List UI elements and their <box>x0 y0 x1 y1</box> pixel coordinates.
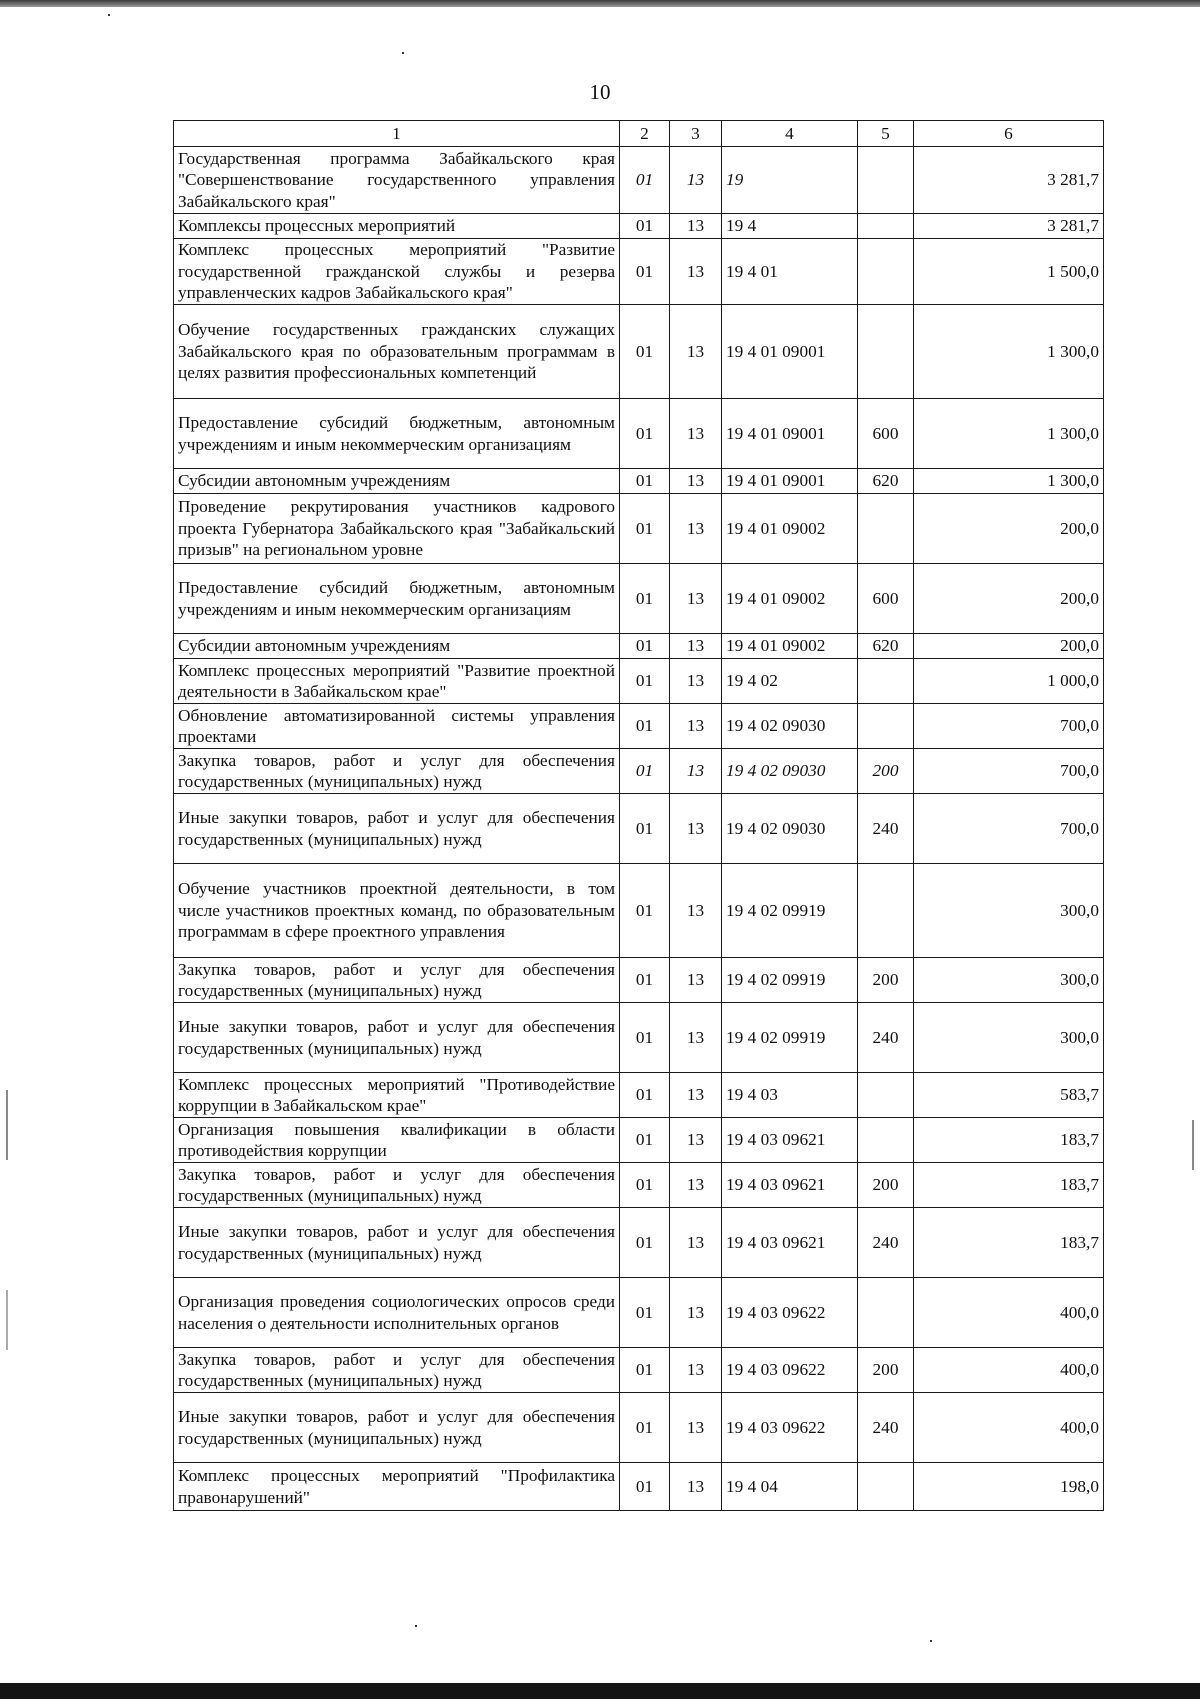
row-name: Иные закупки товаров, работ и услуг для обеспечения государственных (муниципальных) нужд <box>174 1003 620 1073</box>
row-col-2: 01 <box>620 704 670 749</box>
row-col-2: 01 <box>620 659 670 704</box>
row-col-2: 01 <box>620 239 670 305</box>
row-sum: 183,7 <box>914 1163 1104 1208</box>
row-name: Закупка товаров, работ и услуг для обеспечения государственных (муниципальных) нужд <box>174 1163 620 1208</box>
row-name: Комплекс процессных мероприятий "Противодействие коррупции в Забайкальском крае" <box>174 1073 620 1118</box>
row-col-5: 240 <box>858 1393 914 1463</box>
row-name: Иные закупки товаров, работ и услуг для обеспечения государственных (муниципальных) нужд <box>174 1393 620 1463</box>
row-col-2: 01 <box>620 469 670 494</box>
row-sum: 700,0 <box>914 704 1104 749</box>
table-row <box>174 749 1104 794</box>
row-name: Организация повышения квалификации в области противодействия коррупции <box>174 1118 620 1163</box>
row-col-2: 01 <box>620 1463 670 1511</box>
row-name: Иные закупки товаров, работ и услуг для обеспечения государственных (муниципальных) нужд <box>174 1208 620 1278</box>
row-col-2: 01 <box>620 1163 670 1208</box>
table-row <box>174 1073 1104 1118</box>
header-row <box>174 121 1104 147</box>
row-sum: 200,0 <box>914 564 1104 634</box>
row-sum: 1 300,0 <box>914 469 1104 494</box>
row-col-5 <box>858 1463 914 1511</box>
scan-edge-top <box>0 0 1200 7</box>
table-row <box>174 1208 1104 1278</box>
row-col-2: 01 <box>620 399 670 469</box>
row-code: 19 4 03 09622 <box>722 1393 858 1463</box>
scan-speck <box>6 1290 8 1350</box>
row-col-5: 620 <box>858 469 914 494</box>
row-col-2: 01 <box>620 1208 670 1278</box>
table-row <box>174 1393 1104 1463</box>
header-col-2: 2 <box>620 121 670 147</box>
row-code: 19 4 02 09919 <box>722 958 858 1003</box>
row-sum: 198,0 <box>914 1463 1104 1511</box>
row-name: Субсидии автономным учреждениям <box>174 469 620 494</box>
table-row <box>174 147 1104 214</box>
row-sum: 400,0 <box>914 1278 1104 1348</box>
row-sum: 1 300,0 <box>914 399 1104 469</box>
row-name: Комплекс процессных мероприятий "Развитие проектной деятельности в Забайкальском крае" <box>174 659 620 704</box>
row-col-3: 13 <box>670 1073 722 1118</box>
row-name: Комплекс процессных мероприятий "Развитие государственной гражданской службы и резерва управленческих кадров Забайкальского края" <box>174 239 620 305</box>
row-col-3: 13 <box>670 564 722 634</box>
row-col-3: 13 <box>670 469 722 494</box>
row-code: 19 4 02 09030 <box>722 704 858 749</box>
row-col-2: 01 <box>620 1393 670 1463</box>
table-row <box>174 564 1104 634</box>
row-sum: 1 300,0 <box>914 305 1104 399</box>
row-col-3: 13 <box>670 958 722 1003</box>
row-name: Закупка товаров, работ и услуг для обеспечения государственных (муниципальных) нужд <box>174 958 620 1003</box>
row-col-5 <box>858 214 914 239</box>
row-name: Организация проведения социологических опросов среди населения о деятельности исполнительных органов <box>174 1278 620 1348</box>
row-col-3: 13 <box>670 239 722 305</box>
row-col-2: 01 <box>620 1118 670 1163</box>
row-col-3: 13 <box>670 494 722 564</box>
row-col-3: 13 <box>670 1463 722 1511</box>
row-code: 19 4 01 09001 <box>722 399 858 469</box>
row-code: 19 4 02 09919 <box>722 864 858 958</box>
row-name: Закупка товаров, работ и услуг для обеспечения государственных (муниципальных) нужд <box>174 1348 620 1393</box>
row-sum: 400,0 <box>914 1393 1104 1463</box>
row-col-2: 01 <box>620 1348 670 1393</box>
header-col-1: 1 <box>174 121 620 147</box>
row-code: 19 4 04 <box>722 1463 858 1511</box>
scan-speck <box>415 1625 417 1627</box>
row-col-5: 240 <box>858 1208 914 1278</box>
table-row <box>174 494 1104 564</box>
row-col-5: 620 <box>858 634 914 659</box>
row-code: 19 4 02 <box>722 659 858 704</box>
row-name: Закупка товаров, работ и услуг для обеспечения государственных (муниципальных) нужд <box>174 749 620 794</box>
header-col-4: 4 <box>722 121 858 147</box>
row-col-3: 13 <box>670 634 722 659</box>
table-row <box>174 794 1104 864</box>
row-col-3: 13 <box>670 399 722 469</box>
row-name: Иные закупки товаров, работ и услуг для обеспечения государственных (муниципальных) нужд <box>174 794 620 864</box>
row-col-2: 01 <box>620 564 670 634</box>
row-col-2: 01 <box>620 749 670 794</box>
row-code: 19 4 03 09621 <box>722 1163 858 1208</box>
row-col-2: 01 <box>620 305 670 399</box>
table-row <box>174 239 1104 305</box>
row-sum: 1 500,0 <box>914 239 1104 305</box>
row-name: Комплекс процессных мероприятий "Профилактика правонарушений" <box>174 1463 620 1511</box>
row-code: 19 4 01 09002 <box>722 494 858 564</box>
row-name: Предоставление субсидий бюджетным, автономным учреждениям и иным некоммерческим организациям <box>174 399 620 469</box>
row-col-3: 13 <box>670 794 722 864</box>
scan-speck <box>930 1640 932 1642</box>
scan-speck <box>6 1090 8 1160</box>
row-col-2: 01 <box>620 958 670 1003</box>
row-col-2: 01 <box>620 1003 670 1073</box>
scan-speck <box>1192 1120 1194 1170</box>
row-col-5: 200 <box>858 749 914 794</box>
row-name: Обновление автоматизированной системы управления проектами <box>174 704 620 749</box>
row-sum: 183,7 <box>914 1118 1104 1163</box>
row-col-3: 13 <box>670 659 722 704</box>
table-row <box>174 1118 1104 1163</box>
row-code: 19 4 03 09622 <box>722 1348 858 1393</box>
row-col-5: 240 <box>858 794 914 864</box>
row-col-3: 13 <box>670 1208 722 1278</box>
row-name: Комплексы процессных мероприятий <box>174 214 620 239</box>
row-sum: 3 281,7 <box>914 147 1104 214</box>
row-col-2: 01 <box>620 864 670 958</box>
table-row <box>174 634 1104 659</box>
row-col-5 <box>858 239 914 305</box>
row-col-5 <box>858 1118 914 1163</box>
row-code: 19 4 01 09001 <box>722 305 858 399</box>
row-col-3: 13 <box>670 305 722 399</box>
row-col-3: 13 <box>670 214 722 239</box>
row-name: Обучение государственных гражданских служащих Забайкальского края по образовательным программам в целях развития профессиональных компетенций <box>174 305 620 399</box>
row-col-3: 13 <box>670 1278 722 1348</box>
row-name: Субсидии автономным учреждениям <box>174 634 620 659</box>
header-col-5: 5 <box>858 121 914 147</box>
row-code: 19 4 03 09621 <box>722 1208 858 1278</box>
row-sum: 300,0 <box>914 864 1104 958</box>
row-sum: 583,7 <box>914 1073 1104 1118</box>
row-col-5 <box>858 1278 914 1348</box>
row-col-3: 13 <box>670 1348 722 1393</box>
row-sum: 300,0 <box>914 1003 1104 1073</box>
row-col-2: 01 <box>620 147 670 214</box>
row-name: Предоставление субсидий бюджетным, автономным учреждениям и иным некоммерческим организациям <box>174 564 620 634</box>
table-row <box>174 958 1104 1003</box>
row-code: 19 4 02 09030 <box>722 794 858 864</box>
row-sum: 200,0 <box>914 634 1104 659</box>
row-sum: 400,0 <box>914 1348 1104 1393</box>
row-col-5: 200 <box>858 1348 914 1393</box>
table-row <box>174 469 1104 494</box>
row-col-2: 01 <box>620 214 670 239</box>
row-col-5: 600 <box>858 399 914 469</box>
row-col-2: 01 <box>620 1278 670 1348</box>
table-row <box>174 659 1104 704</box>
scan-edge-bottom <box>0 1683 1200 1699</box>
row-col-5: 600 <box>858 564 914 634</box>
row-code: 19 4 01 09002 <box>722 634 858 659</box>
row-col-3: 13 <box>670 1118 722 1163</box>
row-name: Обучение участников проектной деятельности, в том числе участников проектных команд, по образовательным программам в сфере проектного управления <box>174 864 620 958</box>
row-sum: 300,0 <box>914 958 1104 1003</box>
table-row <box>174 399 1104 469</box>
row-col-5 <box>858 147 914 214</box>
table-row <box>174 864 1104 958</box>
row-col-5 <box>858 494 914 564</box>
row-col-2: 01 <box>620 494 670 564</box>
table-row <box>174 1348 1104 1393</box>
row-col-5 <box>858 704 914 749</box>
table-body <box>174 147 1104 1511</box>
table-row <box>174 305 1104 399</box>
table-row <box>174 1003 1104 1073</box>
row-code: 19 4 01 09001 <box>722 469 858 494</box>
row-code: 19 4 03 <box>722 1073 858 1118</box>
row-col-5 <box>858 1073 914 1118</box>
row-col-3: 13 <box>670 749 722 794</box>
row-name: Государственная программа Забайкальского края "Совершенствование государственного управления Забайкальского края" <box>174 147 620 214</box>
row-code: 19 4 03 09621 <box>722 1118 858 1163</box>
row-code: 19 4 01 09002 <box>722 564 858 634</box>
row-name: Проведение рекрутирования участников кадрового проекта Губернатора Забайкальского края "Забайкальский призыв" на региональном уровне <box>174 494 620 564</box>
row-col-3: 13 <box>670 1393 722 1463</box>
scan-speck <box>108 14 110 16</box>
budget-table <box>173 120 1104 1511</box>
row-code: 19 <box>722 147 858 214</box>
row-sum: 3 281,7 <box>914 214 1104 239</box>
row-col-5 <box>858 864 914 958</box>
row-col-3: 13 <box>670 147 722 214</box>
row-col-3: 13 <box>670 1003 722 1073</box>
table-row <box>174 214 1104 239</box>
table-row <box>174 704 1104 749</box>
row-code: 19 4 03 09622 <box>722 1278 858 1348</box>
row-col-3: 13 <box>670 704 722 749</box>
table-row <box>174 1163 1104 1208</box>
page-number: 10 <box>589 80 611 104</box>
row-sum: 183,7 <box>914 1208 1104 1278</box>
row-sum: 200,0 <box>914 494 1104 564</box>
table-row <box>174 1278 1104 1348</box>
row-col-5: 200 <box>858 1163 914 1208</box>
table-header <box>174 121 1104 147</box>
row-col-5 <box>858 305 914 399</box>
row-col-5: 240 <box>858 1003 914 1073</box>
table-row <box>174 1463 1104 1511</box>
header-col-6: 6 <box>914 121 1104 147</box>
row-sum: 700,0 <box>914 749 1104 794</box>
row-col-5: 200 <box>858 958 914 1003</box>
row-col-3: 13 <box>670 1163 722 1208</box>
scan-speck <box>402 52 404 54</box>
row-col-3: 13 <box>670 864 722 958</box>
row-col-5 <box>858 659 914 704</box>
row-code: 19 4 01 <box>722 239 858 305</box>
header-col-3: 3 <box>670 121 722 147</box>
row-sum: 1 000,0 <box>914 659 1104 704</box>
row-code: 19 4 <box>722 214 858 239</box>
row-col-2: 01 <box>620 634 670 659</box>
row-sum: 700,0 <box>914 794 1104 864</box>
row-col-2: 01 <box>620 1073 670 1118</box>
row-code: 19 4 02 09919 <box>722 1003 858 1073</box>
row-col-2: 01 <box>620 794 670 864</box>
row-code: 19 4 02 09030 <box>722 749 858 794</box>
